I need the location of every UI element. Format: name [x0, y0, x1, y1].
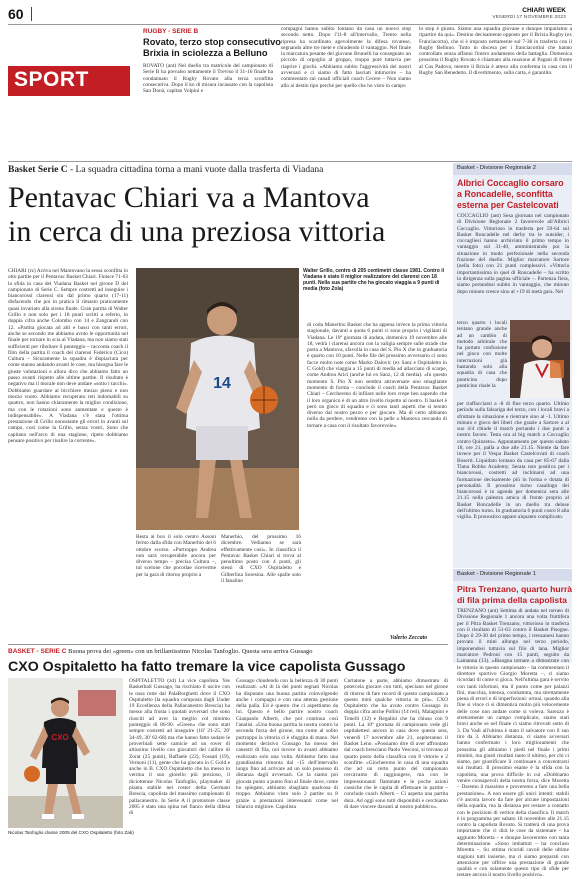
header-rule	[8, 24, 572, 25]
basket-kicker-rest: - La squadra cittadina torna a mani vuote dalla trasferta di Viadana	[67, 165, 324, 175]
basket-column-4: di coda Manerbio Basket che ha appena invece la prima vittoria stagionale, davanti a quota 6 punti ci sono proprio i vigilanti di Viadana. Le 10ª giornata di andata, domenica 19 novembre alle 18, vedrà i clarensi ancora con la valigia sempre sulle strade che porta a Mantova, sfavolla in casa del S. Pio X che in graduatoria è quarto con 10 punti. Nelle file del prossimo avversario ci sono facce molto note come Marko Dalovic (ex Sanz e Ospitaletto in C Gold) che viaggia a 15 punti di media ad allacciato di scarpe, come Andrea Arici (anche lui ex Sanz, 12 di media). «In questo momento S. Pio X non sembra attraversare uno smagliante momento di forma – conclude il coach della Pentavac Basket Chiari – Cerchereno di infilare nelle loro crepe ben sapendo che il loro organico è di un altro livello rispetto al nostro. Il basket è però un gioco di squadra e ci sono tanti aspetti che si tenuto diverso dal nostro pezzo e per giocare. Ma di certo abbiamo nulla da perdere, vendremo con la pelle a Mantova cercando di tornare a casa con il risultato favorevole».	[307, 322, 447, 429]
cxo-kicker	[8, 648, 448, 655]
sidebar2-text: TRENZANO (ant) Settima di andata nel torneo di Divisione Regionale 1 ancora una volta fruttifera per il Pitra Basket Trenzano, vittorioso in trasferta con il risultato di 51-63 contro il Basket Pisogne. Dopo il 29-30 del primo tempo, i trenzanesi hanno provato il mini allungo nel terzo periodo, imponendosi tuttavia sul filo di lana. Miglior marcatore Pedroni con 15 punti, seguito da Lamanna (13). «Bisogna tornare a dimostrare con le vittorie in questo campionato – ha commentato il direttore sportivo Giorgio Moretta –, ci siamo ricordati di come si gioca. Nell'ultima gara è servito con tanti infortuni, ma il punto come per palazzi fini, macchia, intensa, combattuta, ma strettamente piena di errori e di imperfezioni: ormai, quando alla fine si vince ci si dimentica molto più velocemente delle cose non andate come si voleva. Sarezzo è stretramente un campo complicato, siamo stati bravi anche se nel finale ci siamo ritrovati sotto di 3. Da Vadi all'ultima è stato il salvatore con il suo tiro da 3. Abbiamo distanza, ci siamo avversari hanno confermato i loro miglioramenti che prossima gli abbiamo i piedi nel finale i primi minimi, ma giusti risultati tanto il ultimo, per chi ci siamo, per giustificare il continuare a concentrarsi sui risultati. Il prossimo esame è la sfida con la capolista, una prova difficile in cui «Dobbiamo venire consapevoli della nostra forza, dice Moretta – Daremo il massimo e proveremo a fare una bella prestazione». A non essere gli unici intenti: stabili c'è ancora lavoro da fare per alcune impostazioni della squadra, ma la distanza per restare a contatto con le posizioni di vertice della classifica. Il match è in programma per sabato 18 novembre alle 21.15 contro la capolista Rovato. Si tratterà di una prova importante che ci dirà le cose da sistemare – ha aggiunto Moretta – e dunque lavoreremo con tanta determinazione. «Sono imbattuti – ha concluso Moretta –. Su ottima ricoridi cavoli delle ultime stagioni tutti insieme, ma ci siamo preparati con attenzione per offrire una prestazione di grande qualità e con solamente questo tipo di sfide per testare ancora il nostro livello positivo».	[457, 608, 569, 879]
sidebar2-title-1: Pitra Trenzano, quarto hurrà	[457, 584, 573, 594]
player-figure-icon	[136, 268, 299, 530]
sidebar1-title-3: esterna per Castelcovati	[457, 200, 559, 210]
basket-kicker	[8, 165, 448, 175]
issue-date: VENERDÌ 17 NOVEMBRE 2023	[492, 15, 566, 20]
basket-column-2b: Resta ai box il solo centro Assoni fermo dalla sfida con Manerbio del 6 ottobre scorso. «Purtroppo Andrea non sarà recuperabile ancora per diverso tempo – precisa Cultura –, tul scelone che pocotlae riceverme per la gara di ritorno proprio a	[136, 534, 216, 578]
rugby-column-3: lo stop è giusto. Siamo una squadra giovane e dunque impariamo a ripartire da qui». Destino decisamente opposto per il Brixia Rugby (ex Franciacorta), che si è imposto nettamente sul 7-38 in trasferta con il Rugby Belluno. Tutto in discesa per i franciacortini che hanno controllato senza affanni l'intero andamento della battaglia. Domenica prossima il Rugby Rovato è chiamato alla reazione al Pagani di fronte al Cus Padova, mentre il Brixia è atteso alla conferma in casa con il Rugby San Benedetto. Il divertimento, sulla carta, è garantito.	[419, 26, 572, 77]
header-divider	[31, 7, 32, 21]
sartore-player-photo	[510, 320, 570, 398]
photo-caption: Walter Grillo, centro di 205 centimetri classe 1981. Contro il Viadana è stato il miglior realizzatore dei clarensi con 18 punti. Nella sua partite che ha giocato viaggia a 9 punti di media (foto Zola)	[303, 268, 444, 293]
page-number: 60	[8, 6, 24, 22]
cxo-column-3: Curtatone a parte, abbiamo dimostrato di potercela giocare con tutti, speciano nel girone di ritorno di fare record di questo campionato a questo mini qualche vittoria in più». CXO Ospitaletto che ha avuto contro Gussago in doppia cifra anche Pollini (14 reti), Malagnini e Tonelli (12) e Regalini che ha chiuso con 9 punti. La 10ª giornata di campionato vede gli ospitalettesi ancora in casa dove questa sera, venerdì 17 novembre alle 21, ospiteranno il Basket Leno. «Possiamo dire di aver affrontato dal coach bresciano Paolo Vesconi, si trovano al quarto posto della classifica con 8 vittorie e 2 sconfitte. «Giocheremo in casa di una squadra che ad un certo punto del campionato cercavamo di raggiungere, ma con le impressionanti flammate e le poche azioni cassiche che le capita di effettuare in partite – conclude coach Alberti – Ci aspetta una partita dura. Ad oggi sono tutti disponibili e cerchiamo di dare vincere davanti al nostro pubblico».	[344, 678, 448, 810]
cxo-photo-caption: Nicolas Tanfoglio classe 2005 del CXO Ospitaletto (foto Zak)	[8, 830, 134, 835]
cxo-column-2: Gussago chiudendo con la bellezza di 30 punti realizzati. «Al di là dei punti segnati Nicolas ha disputato una buona partita coinvolgendo anche i compagni e con una attenta gestione della palla. Ed è questo che ci aspettiamo da lui. Questo è bello partire nostro coach Gianpaolo Alberti, che poi continua così l'analisi. «Una buona partita la nostra contro la seconda forza del girone, ma come al solito purtroppo la vittoria ci è sfuggita di mano. Nel momento decisivo Gussago ha messo dei canestri di fila, noi invece in avanti abbiamo realizzato solo una volta. Abbiamo fatto una grandissima rimonta dal -15 dell'intervallo lungo fino ad arrivare ad un solo possesso di distanza dagli avversari. Ce la siamo poi giocata punto a punto fino al finale dove, come ho spiegato, abbiamo sbagliato qualcosa di troppo. Abbiamo visto solo 2 partite su 8 grazie a prestazioni interessanti come nel bilancio migliore. Capolista	[236, 678, 338, 810]
rugby-bottom-rule	[8, 161, 572, 162]
tanfoglio-photo	[8, 678, 123, 828]
sidebar1-kicker: Basket - Divisione Regionale 2	[457, 165, 536, 171]
section-label: SPORT	[14, 68, 89, 91]
rugby-title-line-2: Brixia in sciolezza a Belluno	[143, 48, 268, 58]
sidebar1-title-1: Albrici Coccaglio corsaro	[457, 178, 564, 188]
cxo-top-rule	[8, 644, 448, 645]
sidebar1-title-2: a Roncadelle, sconfitta	[457, 189, 553, 199]
sidebar1-text-bottom: per riaffacciarsi a -8 di fine terzo quarto. Ultimo periodo sulla falsariga del terzo, con i locali bravi a sfruttare la situazione e rientrare sino al -1. Ultimo minuto e gioco dei liberi che grazie a Sartore a al suo 4/4 chiude il match portando i due punti a nostro favore. Testa ora al big match a Coccaglio contro Quinzeto». Appuntamento per questo sabato 18, ore 21, palla a due alle 21.15. Niente da fare invece per il Vespa Basket Castelcovati di coach Boserti. Liquidato lontano da casa per 85-67 dalla Tiana Robba Academy. Serata non positiva per i biancorossi, costretti ad inchinarsi ad una formazione decisamente più in forma e dotata di personalità. Il prossimo turno casalingo dei biancorossi è in agenda per domenica sera alle 21.15 nella palestra amica di fronte proprio al Basket Roncadelle in un duello tra deluse dell'ultimo turno. In graduatoria 6 punti cosro 8 alla vigilia. Il pronostico appare alquanto complicato.	[457, 401, 569, 521]
svg-text:CXO: CXO	[51, 733, 69, 742]
cxo-column-1: OSPITALETTO (zd) La vice capolista. Yes Basketball Gussago, ha rischiato il uscire con le ossa rotte dal PalaBorghetti dove il CXO Ospitaletto (la squadra composta dagli Under 19 Eccellenza della Pallacanestro Brescia) ha messo alla frusta i quotati avversari che sono riusciti ad aver la meglio col minimo punteggio di 86-90. «Green» che sono stati sempre costretti ad inseguire (18' 21-25, 20' 34-49, 30' 62-68) ma che hanno fatto sudare le proverbiali sette camicie ad un rover di altissimo livello con giocatori del calibro di Zorat (25 punti), Raffaele (22), Fossati (19), Vernoni (11), gente che ha giocato in C Gold e anche in B. CXO Ospitaletto che ha messo in vetrina il suo gioiello più prezioso, il diciottenne Nicolas Tanfoglio, playmaker di pianta stabile nel roster della Germani Brescia, capolista del massimo campionato di pallacanestro. In Serie A il promotore classe 2005 è stato una spina nel fianco della difesa di	[129, 678, 230, 817]
sidebar2-kicker: Basket - Divisione Regionale 1	[457, 571, 536, 577]
svg-text:14: 14	[213, 375, 231, 392]
player-dribbling-icon	[8, 678, 123, 828]
rugby-kicker: RUGBY - SERIE B	[143, 28, 199, 35]
sidebar2-title-2: di fila prima della capolista	[457, 595, 567, 605]
sidebar1-text-top: COCCAGLIO (ant) Sesa giornata nel campionato di Divisione Regionale 2 favorevole all'Albrici Coccaglio. Vittorioso in trasferta per 59-64 sul Basket Roncadelle nel derby tra le outsider, i coccagliesi hanno archiviato il primo tempo in vantaggio sul 31-40, amministrando poi la situazione in modo perfezionale nella seconda frazione del duello. Miglior marcatore Sartore (nella foto) con 21 punti complessivi. «Vittoria importantissima in quel di Roncadelle – ha scritto la dirigenza sulla pagina ufficiale –. Partenza fiera, siamo portandosi subito in vantaggio, che minuto dopo minuto cresce sino al +19 di metà gara. Nel	[457, 213, 569, 295]
sidebar1-text-wrap: terzo quarto i locali tentano grande anche ad un cambio di metodo arbitrale che ha portato confusione nel gioco con molte interruzioni già bastando solo alla squadra di casa che punticino dopo punticino risale la	[457, 320, 507, 389]
rugby-column-2: compagni hanno subito lontano da casa un nuovo stop secondo netto. Dopo l'11-8 all'intervallo, Trento nella ripresa ha scardinato agevolmente la difesa rovatese, segnando altre tre mete e chiudendo il vantaggio. Nel finale la marcatura pesante del giovane Brunelli ha consegnato un piccolo di orgoglio al gruppo, troppo poté tuttavia per riaprire i giochi. «Abbiamo subito l'aggressività dei nostri avversari e ci siamo di fatto lasciati intimorire – ha commentato sui canali ufficiali coach Cecere – Non siamo allo ai destin tipo perché per quello che ho visto in campo	[281, 26, 411, 89]
basket-title-line-2: in cerca di una preziosa vittoria	[8, 215, 386, 248]
basket-title-line-1: Pentavac Chiari va a Mantova	[8, 181, 370, 214]
rugby-title-line-1: Rovato, terzo stop consecutivo	[143, 37, 281, 47]
basket-column-1: CHIARI (rz) Arriva nel Mantovano la sessa sconfitta in otto partite per il Pentavac Basket Chiari. Finisce 71-63 la sfida in casa del Viadana Basket nel girone D del campionato di Serie C. Sempre costretti ad inseguire i biancorossi clarensi sin dal primo quarto (17-11) disfacendo che poi in pratica il rimasto praticamente quasi invariato alla sirena finale. Gran partita di Walter Grillo e non solo per i 18 punti scritti a referto, in doppia cifra anche Colombo con 14 e Zangrandi con 12. «Partita giocata ad alti e bassi con tanti errori, anche se secondo me abbiamo avuto le opportunità nel finale per tornare in scia al Viadana, ma non siamo stati sufficienti per riboltare il punteggio – racconta coach il film della partita il coach del clarensi Federico (Cico) Cultura – Sicuramente la squadra è dispiaciuta per come stanno andando avanti le cose, ma bisogna fare le giuste valutazioni e allora dico che abbiamo fatto un passo avanti rispetto alle ultime partite. Il risultato è negativo ma il morale non deve andare «sotto i tacchi». Dobbiamo guardare al bicchiere mezzo pieno e non mezzo vuoto. Abbiamo recuperato reti indomabili su quattro, non hanno chiaramente la miglior condizione, ma con le rotazioni sono aumentate e questo è indispensabile». A Viadana c'è stata l'ottima prestazione di Grillo nonostante gli errori in avanti sul campo, così come la Grillo, senza vostri, Sono che capitano nell'arco di una stagione, ripeto dobbiamo pensare positivo per risalire la corrente».	[8, 268, 128, 445]
basket-column-3b: Manerbio, del prossimo 16 dicembre. Vedianno se sarà effettivamente così». In classifica il Pentavac Basket Chiari si trova al penultimo posto con 4 punti, gli stessi di CXO Ospitaletto e Gilberlina Soresina. Alle spalle solo il fanalino	[221, 534, 301, 585]
basketball-player-photo	[136, 268, 299, 530]
cxo-kicker-bold: BASKET - SERIE C	[8, 648, 67, 655]
byline: Valerio Zeccato	[390, 635, 428, 641]
cxo-title: CXO Ospitaletto ha fatto tremare la vice capolista Gussago	[8, 659, 406, 675]
rugby-column-1: ROVATO (ant) Nel duello tra matricole del campionato di Serie B ha prevalso nettamente il Treviso il 31-16 finale ha condannato il Rugby Rovato alla terza sconfitta consecutiva. Dopo il ko di misura incassato con la capolista San Donà, capitan Volpini e	[143, 63, 273, 95]
cxo-kicker-rest: Buona prova dei «green» con un brillantissimo Nicolas Tanfoglio. Questa sera arriva Gussago	[66, 648, 313, 655]
player-portrait-icon	[510, 320, 570, 398]
publication-name: CHIARI WEEK	[522, 7, 566, 14]
basket-kicker-bold: Basket Serie C	[8, 165, 68, 175]
